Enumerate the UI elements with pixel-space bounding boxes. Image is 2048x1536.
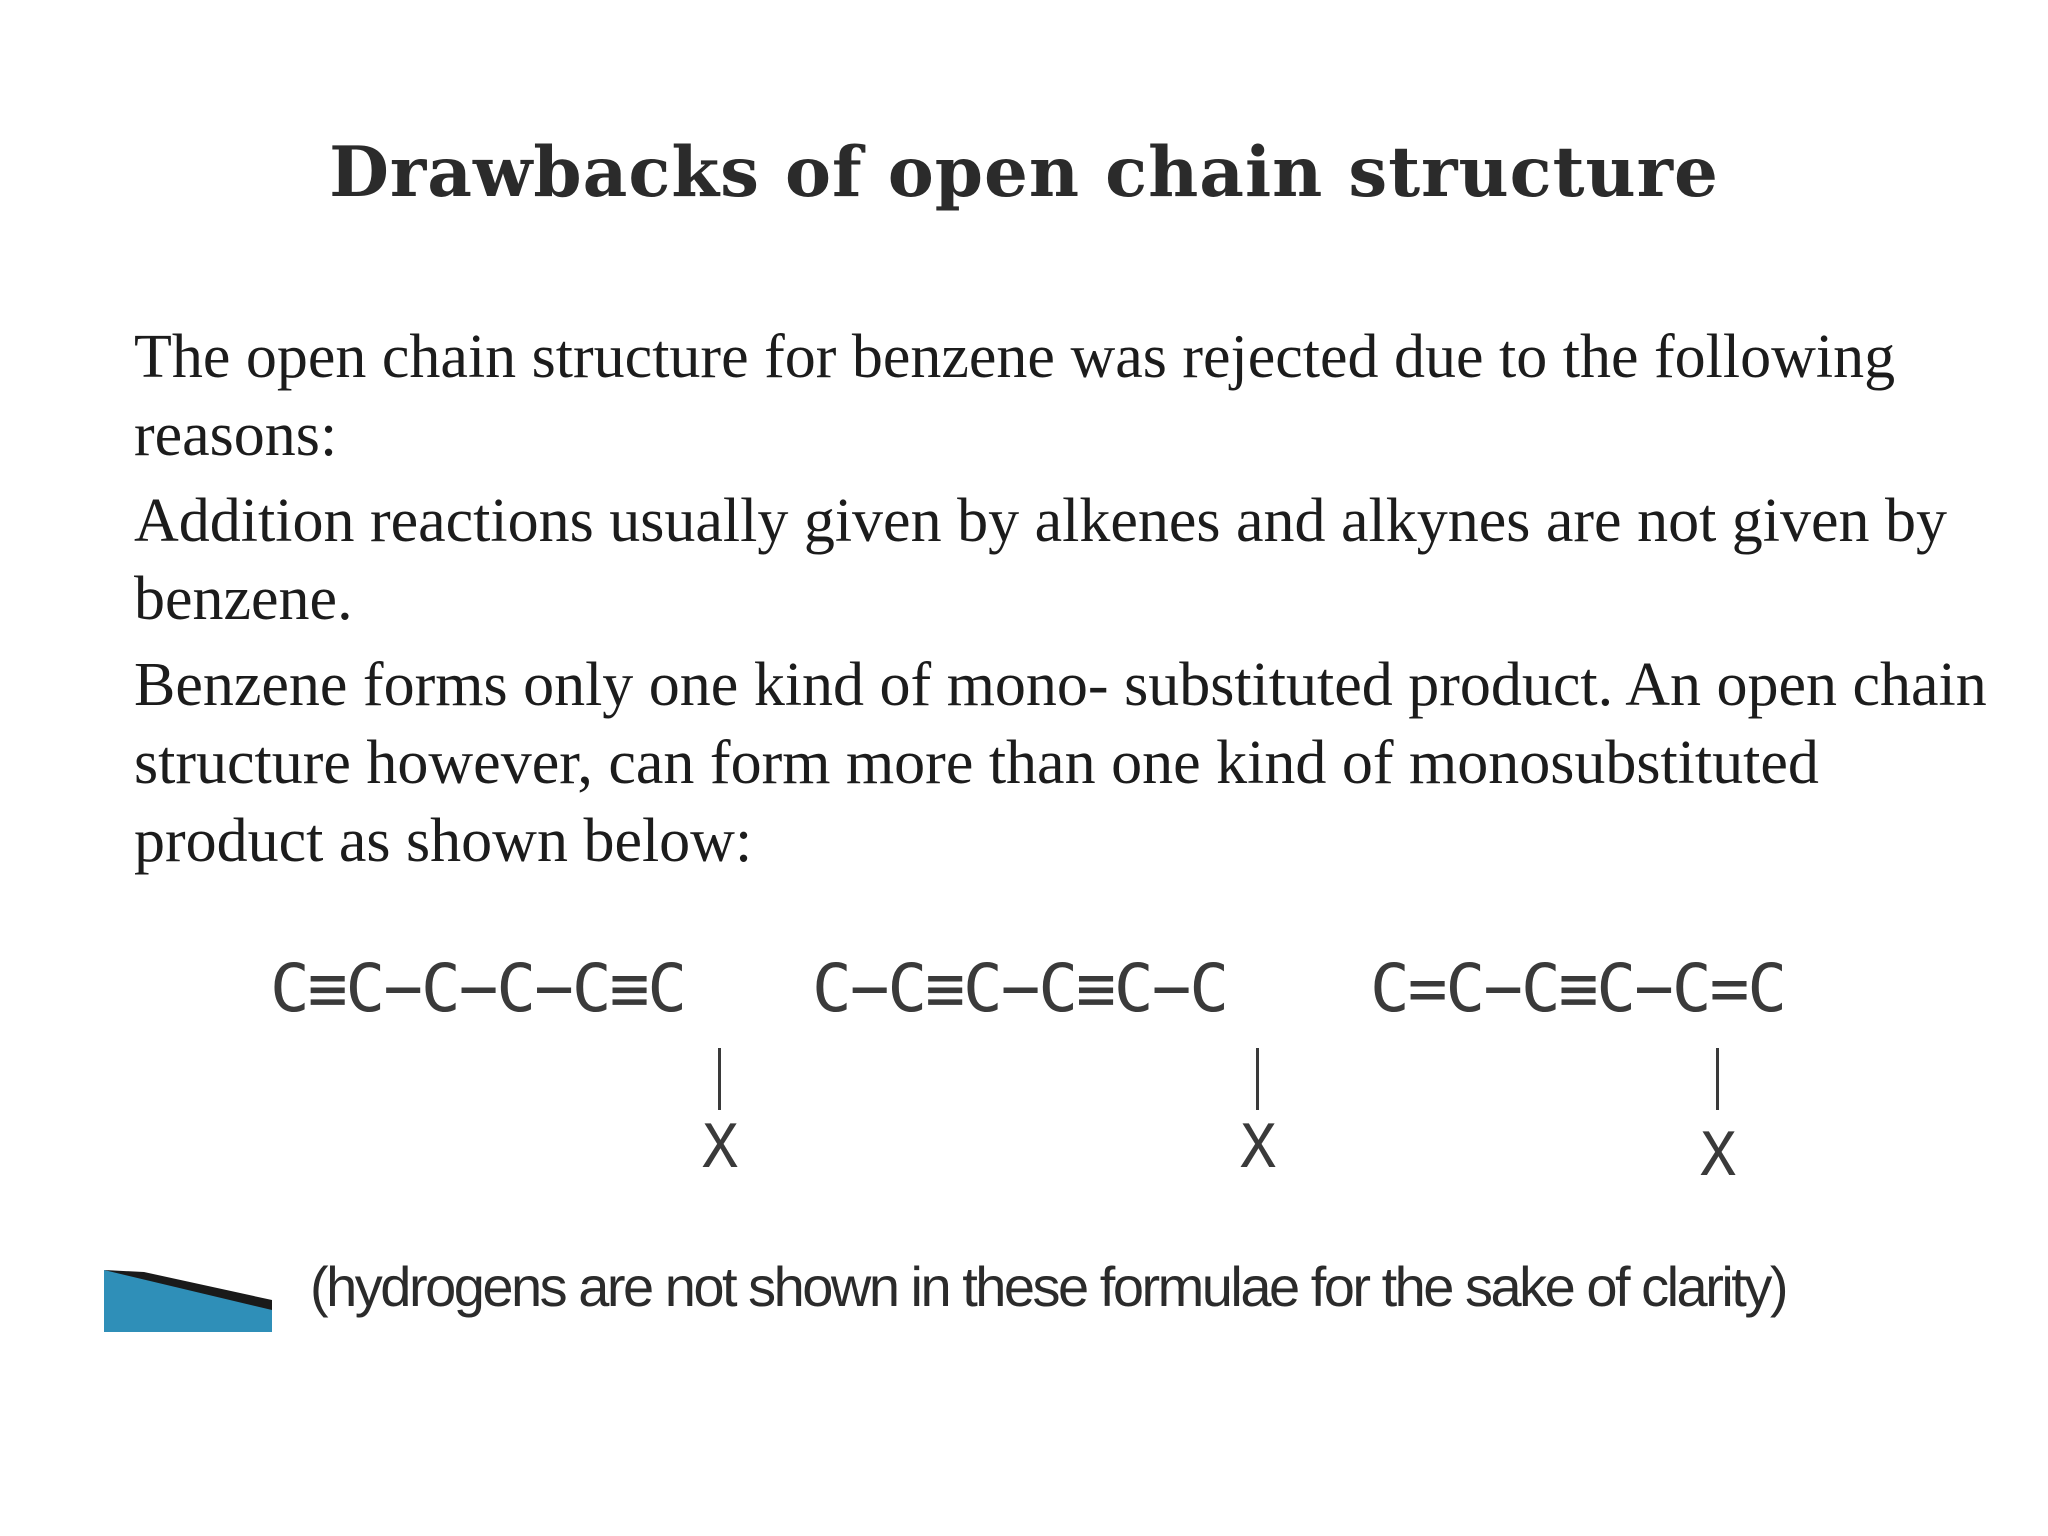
paragraph-addition: Addition reactions usually given by alkenes and alkynes are not given by benzene. bbox=[134, 487, 1948, 633]
formula-3-substituent: X bbox=[1700, 1120, 1737, 1190]
body-text bbox=[134, 318, 2014, 888]
formula-1-substituent: X bbox=[702, 1112, 739, 1182]
paragraph-intro: The open chain structure for benzene was rejected due to the following reasons: bbox=[134, 323, 1896, 469]
formula-1: C≡C−C−C−C≡C bbox=[270, 950, 686, 1027]
formula-2: C−C≡C−C≡C−C bbox=[812, 950, 1228, 1027]
arrow-bullet-icon bbox=[104, 1270, 272, 1332]
formula-2-substituent: X bbox=[1240, 1112, 1277, 1182]
formula-1-bond bbox=[718, 1048, 721, 1110]
formula-3: C=C−C≡C−C=C bbox=[1370, 950, 1786, 1027]
paragraph-substitution: Benzene forms only one kind of mono- substituted product. An open chain structure however, can form more than one kind of monosubstituted product as shown below: bbox=[134, 651, 1987, 875]
structural-formulas bbox=[0, 950, 2048, 1210]
clarity-note: (hydrogens are not shown in these formulae for the sake of clarity) bbox=[310, 1255, 1786, 1318]
slide-title: Drawbacks of open chain structure bbox=[329, 132, 1719, 213]
formula-2-bond bbox=[1256, 1048, 1259, 1110]
formula-3-bond bbox=[1716, 1048, 1719, 1110]
